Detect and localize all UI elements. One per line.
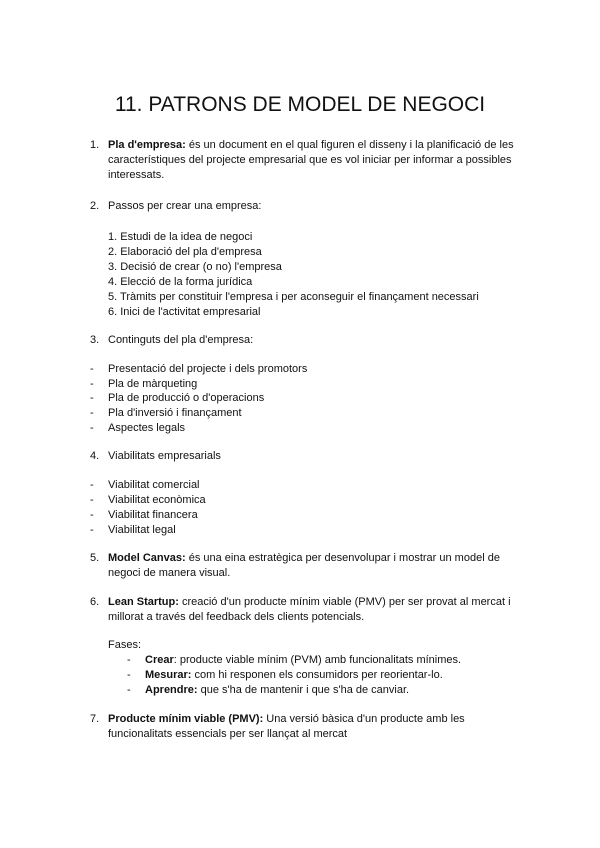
section-6-number: 6. (90, 596, 100, 608)
dash-bullet: - (90, 524, 94, 536)
section-5-line-1 (108, 551, 500, 566)
section-5-line-2: negoci de manera visual. (108, 567, 231, 579)
section-5-text-1: és una eina estratègica per desenvolupar i mostrar un model de (185, 552, 500, 564)
content-item: Aspectes legals (108, 422, 186, 434)
content-item: Pla de producció o d'operacions (108, 392, 265, 404)
dash-bullet: - (90, 363, 94, 375)
dash-bullet: - (90, 407, 94, 419)
section-5-number: 5. (90, 552, 100, 564)
phase-term: Crear (145, 654, 174, 666)
dash-bullet: - (90, 479, 94, 491)
section-3-heading: Continguts del pla d'empresa: (108, 334, 254, 346)
dash-bullet: - (127, 669, 131, 681)
content-item: Pla de màrqueting (108, 378, 198, 390)
section-3-number: 3. (90, 334, 100, 346)
section-4-heading: Viabilitats empresarials (108, 450, 221, 462)
viability-item: Viabilitat legal (108, 524, 176, 536)
phases-label: Fases: (108, 639, 142, 651)
phase-text: : producte viable mínim (PVM) amb funcionalitats mínimes. (173, 654, 462, 666)
section-1-term: Pla d'empresa: (108, 139, 186, 151)
section-2-heading: Passos per crear una empresa: (108, 200, 262, 212)
page-title: 11. PATRONS DE MODEL DE NEGOCI (114, 93, 486, 116)
section-6-line-2: millorat a través del feedback dels clients potencials. (108, 611, 365, 623)
dash-bullet: - (127, 654, 131, 666)
phase-item (145, 653, 461, 668)
section-6-term: Lean Startup: (108, 596, 179, 608)
section-1-line-2: característiques del projecte empresarial que es vol iniciar per informar a possibles (108, 154, 512, 166)
phase-item (145, 683, 409, 698)
phase-item (145, 668, 443, 683)
section-7-term: Producte mínim viable (PMV): (108, 713, 264, 725)
dash-bullet: - (90, 392, 94, 404)
phase-term: Mesurar: (145, 669, 192, 681)
content-item: Presentació del projecte i dels promotors (108, 363, 308, 375)
section-7-text-1: Una versió bàsica d'un producte amb les (263, 713, 465, 725)
phase-term: Aprendre: (145, 684, 198, 696)
section-1-number: 1. (90, 139, 100, 151)
phase-text: com hi responen els consumidors per reorientar-lo. (191, 669, 443, 681)
section-7-number: 7. (90, 713, 100, 725)
viability-item: Viabilitat financera (108, 509, 198, 521)
step-item: 2. Elaboració del pla d'empresa (108, 246, 262, 258)
dash-bullet: - (127, 684, 131, 696)
section-1-text-1: és un document en el qual figuren el disseny i la planificació de les (185, 139, 514, 151)
step-item: 3. Decisió de crear (o no) l'empresa (108, 261, 282, 273)
section-4-number: 4. (90, 450, 100, 462)
dash-bullet: - (90, 509, 94, 521)
viability-item: Viabilitat comercial (108, 479, 200, 491)
section-5-term: Model Canvas: (108, 552, 186, 564)
step-item: 4. Elecció de la forma jurídica (108, 276, 253, 288)
section-6-line-1 (108, 595, 511, 610)
section-1-line-3: interessats. (108, 169, 165, 181)
section-2-number: 2. (90, 200, 100, 212)
section-7-line-2: funcionalitats essencials per ser llançat al mercat (108, 728, 348, 740)
step-item: 5. Tràmits per constituir l'empresa i per aconseguir el finançament necessari (108, 291, 479, 303)
dash-bullet: - (90, 378, 94, 390)
dash-bullet: - (90, 422, 94, 434)
section-6-text-1: creació d'un producte mínim viable (PMV) per ser provat al mercat i (178, 596, 511, 608)
section-1-line-1 (108, 138, 514, 153)
dash-bullet: - (90, 494, 94, 506)
content-item: Pla d'inversió i finançament (108, 407, 242, 419)
phase-text: que s'ha de mantenir i que s'ha de canviar. (197, 684, 410, 696)
section-7-line-1 (108, 712, 465, 727)
viability-item: Viabilitat econòmica (108, 494, 206, 506)
step-item: 6. Inici de l'activitat empresarial (108, 306, 261, 318)
step-item: 1. Estudi de la idea de negoci (108, 231, 253, 243)
